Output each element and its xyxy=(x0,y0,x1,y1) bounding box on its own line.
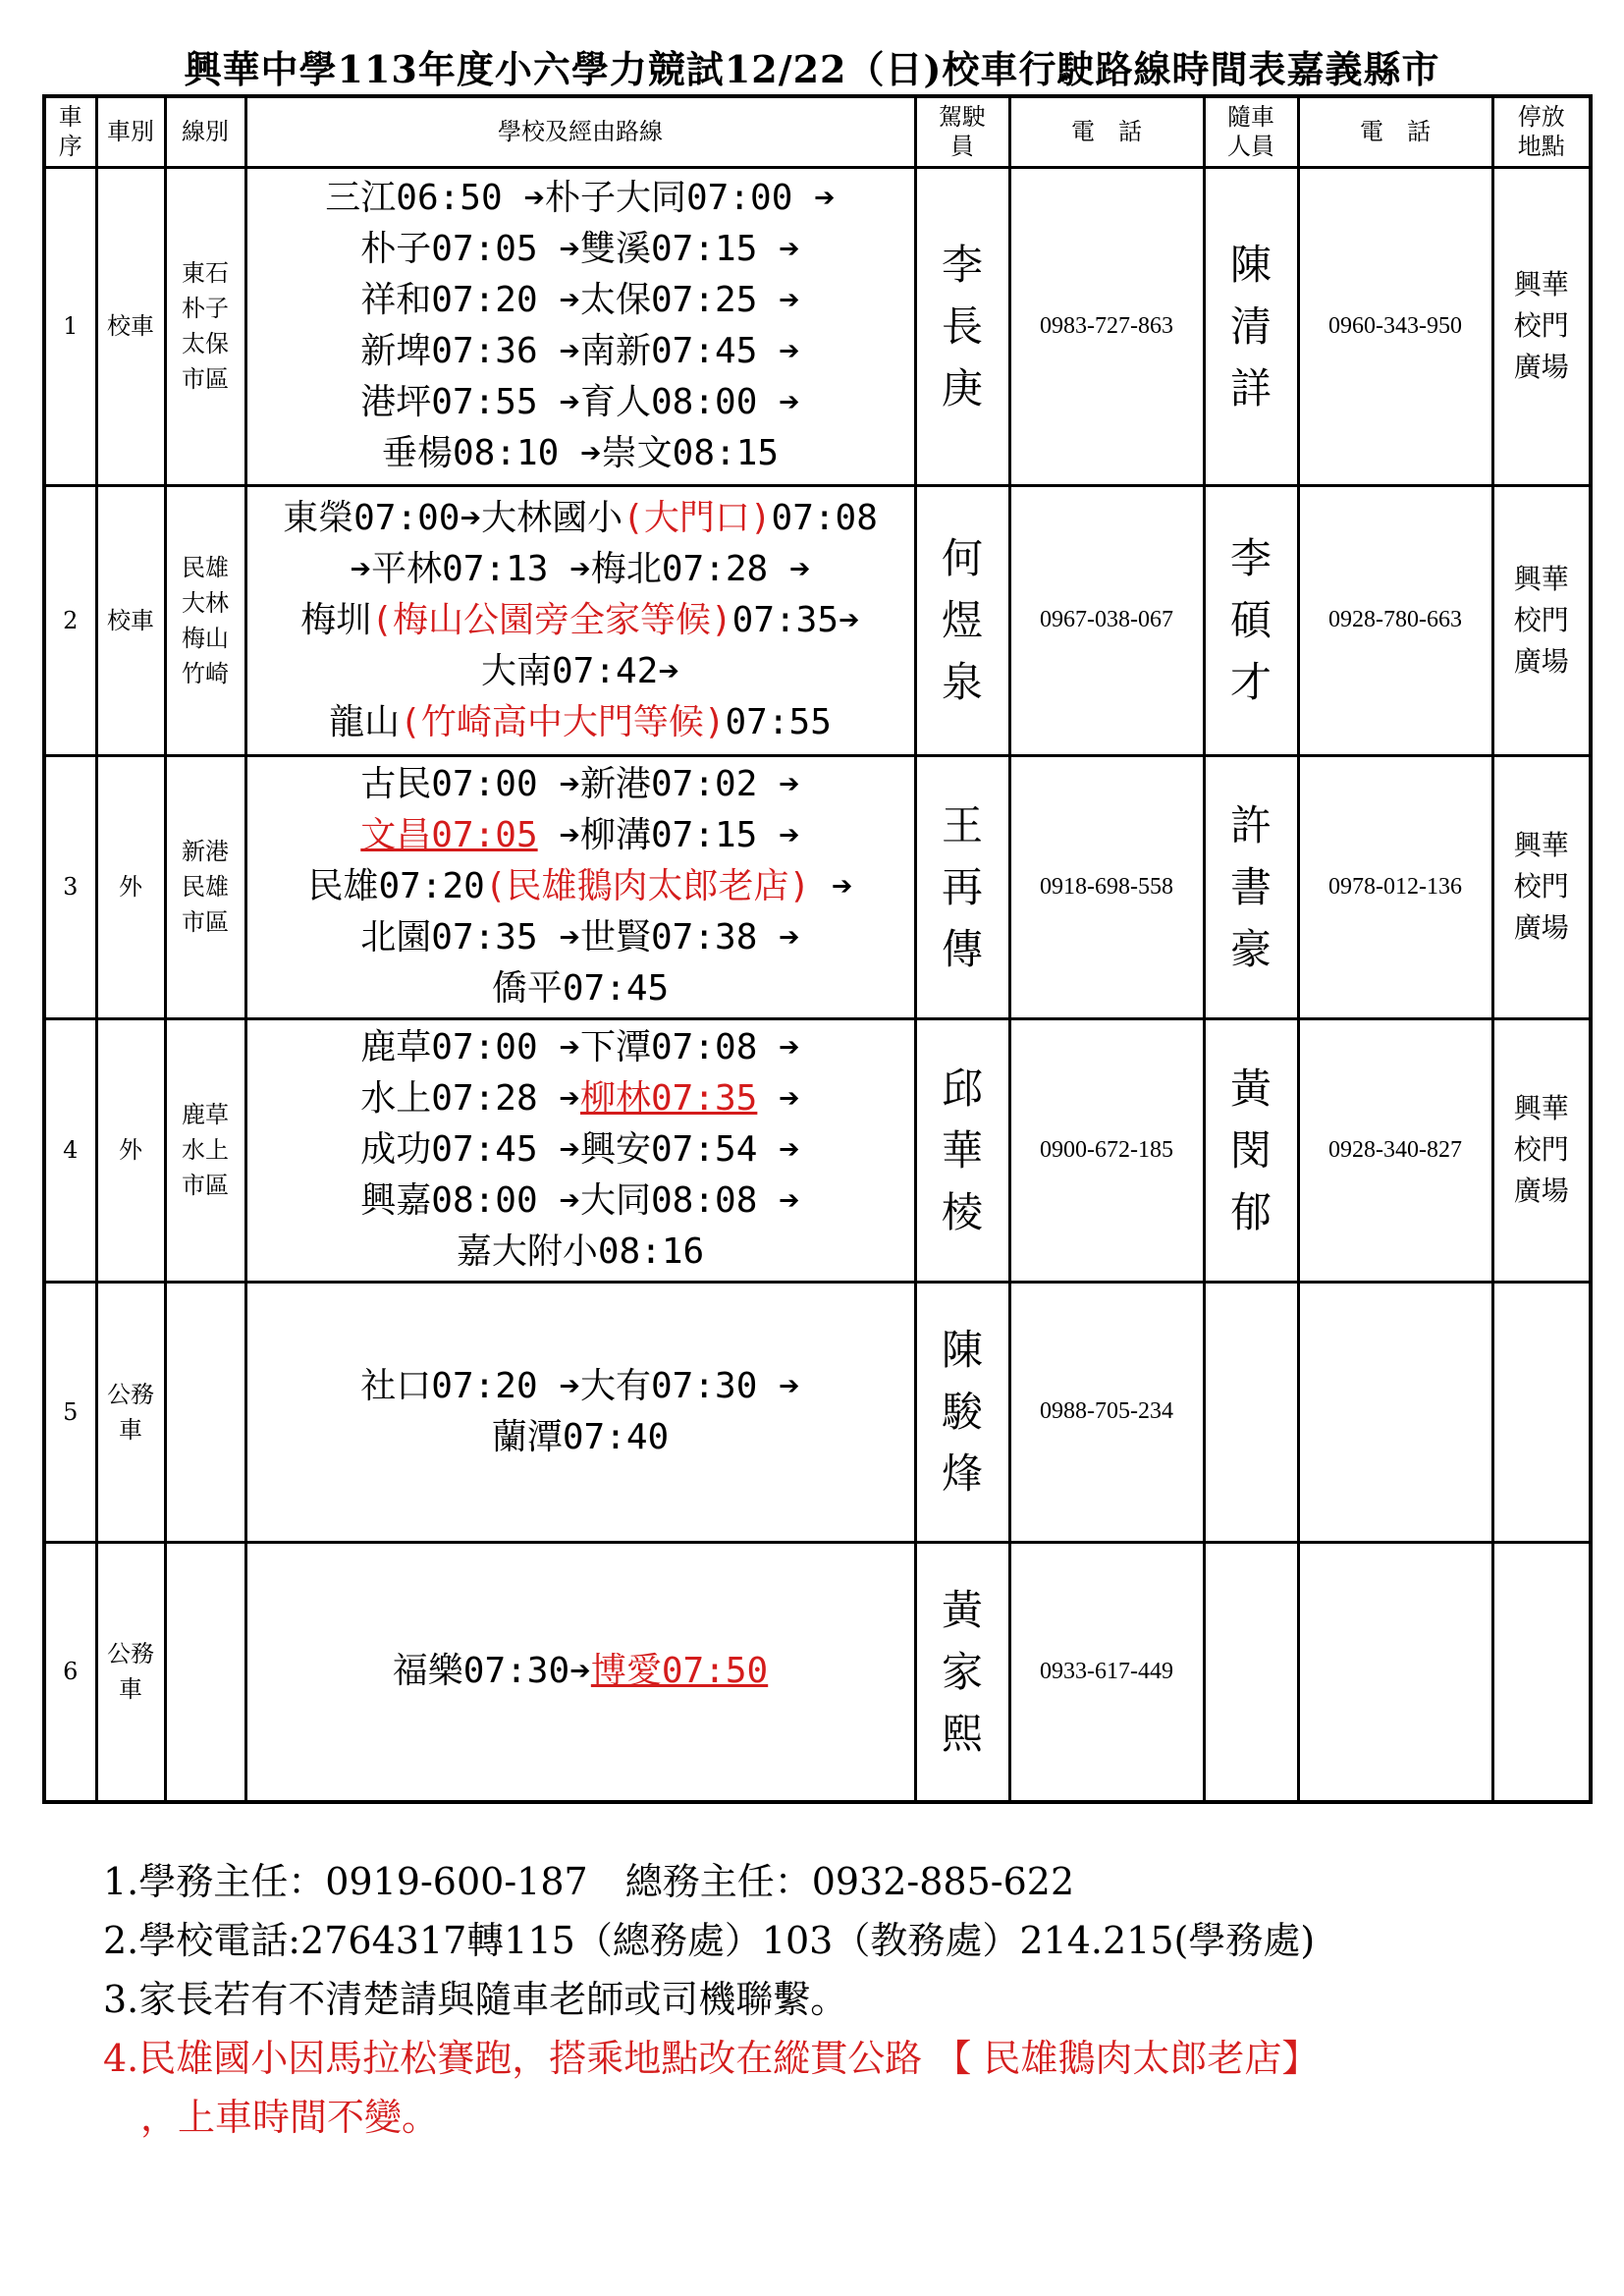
note-line: ，上車時間不變。 xyxy=(103,2096,440,2139)
line-cell xyxy=(165,755,245,1018)
seq-cell: 1 xyxy=(44,167,96,485)
route-segment: 興嘉08:00 ➔大同08:08 ➔ xyxy=(360,1180,800,1221)
table-header-row xyxy=(44,96,1591,167)
route-segment: 港坪07:55 ➔育人08:00 ➔ xyxy=(360,382,800,422)
route-cell xyxy=(245,1542,915,1802)
drop-point-cell xyxy=(1492,167,1591,485)
route-line xyxy=(247,1073,914,1124)
header-phone-escort: 電 話 xyxy=(1298,96,1492,167)
drop-char: 校門 xyxy=(1513,1133,1569,1166)
note-line: 3.家長若有不清楚請與隨車老師或司機聯繫。 xyxy=(103,1978,848,2021)
driver-char: 熙 xyxy=(941,1709,983,1758)
escort-phone-cell: 0960-343-950 xyxy=(1298,167,1492,485)
route-cell xyxy=(245,755,915,1018)
route-segment: 柳林07:35 xyxy=(579,1078,758,1119)
route-segment: ➔平林07:13 ➔梅北07:28 ➔ xyxy=(350,548,811,589)
route-line xyxy=(247,275,914,326)
note-line: 4.民雄國小因馬拉松賽跑，搭乘地點改在縱貫公路 【 民雄鵝肉太郎老店】 xyxy=(103,2037,1320,2080)
line-char: 梅山 xyxy=(182,624,229,652)
header-route: 學校及經由路線 xyxy=(245,96,915,167)
header-line: 線別 xyxy=(165,96,245,167)
route-line xyxy=(247,697,914,748)
route-line xyxy=(247,224,914,275)
header-drop: 停放 地點 xyxy=(1492,96,1591,167)
route-line xyxy=(247,493,914,544)
route-line xyxy=(247,428,914,479)
drop-point-cell xyxy=(1492,755,1591,1018)
route-segment: 文昌07:05 xyxy=(360,815,538,855)
vehicle-cell xyxy=(96,1018,165,1282)
driver-char: 棱 xyxy=(941,1187,983,1236)
escort-phone-cell xyxy=(1298,1542,1492,1802)
escort-cell xyxy=(1204,167,1298,485)
vehicle-char: 公務 xyxy=(107,1380,154,1408)
escort-char: 閔 xyxy=(1229,1125,1272,1175)
vehicle-char: 車 xyxy=(119,1675,142,1704)
route-segment: ➔ xyxy=(810,866,853,906)
route-segment: 垂楊08:10 ➔崇文08:15 xyxy=(381,433,780,473)
vehicle-char: 校車 xyxy=(107,312,154,340)
route-cell xyxy=(245,167,915,485)
table-row xyxy=(44,755,1591,1018)
vehicle-cell xyxy=(96,1542,165,1802)
driver-char: 華 xyxy=(941,1125,983,1175)
line-char: 市區 xyxy=(182,908,229,936)
line-cell xyxy=(165,1282,245,1542)
route-segment: 大南07:42➔ xyxy=(480,650,680,691)
drop-point-cell xyxy=(1492,1282,1591,1542)
driver-char: 泉 xyxy=(941,658,983,706)
page-title: 興華中學113年度小六學力競試12/22（日)校車行駛路線時間表嘉義縣市 xyxy=(184,47,1440,91)
drop-point-cell xyxy=(1492,485,1591,755)
route-cell xyxy=(245,1282,915,1542)
seq-cell: 5 xyxy=(44,1282,96,1542)
route-segment: 僑平07:45 xyxy=(491,968,670,1009)
drop-char: 廣場 xyxy=(1513,351,1569,383)
seq-cell: 3 xyxy=(44,755,96,1018)
note-line: 2.學校電話:2764317轉115（總務處）103（教務處）214.215(學務處) xyxy=(103,1919,1316,1962)
line-char: 市區 xyxy=(182,365,229,393)
route-segment: ➔柳溝07:15 ➔ xyxy=(537,815,800,855)
route-segment: 祥和07:20 ➔太保07:25 ➔ xyxy=(360,280,800,320)
driver-char: 家 xyxy=(941,1647,983,1696)
escort-phone-cell: 0978-012-136 xyxy=(1298,755,1492,1018)
route-line xyxy=(247,810,914,861)
escort-char: 清 xyxy=(1229,301,1272,351)
table-row xyxy=(44,1542,1591,1802)
route-segment: 民雄07:20 xyxy=(307,866,485,906)
route-segment: 三江06:50 ➔朴子大同07:00 ➔ xyxy=(325,178,836,218)
route-line xyxy=(247,646,914,697)
notes-section xyxy=(103,1852,1319,2147)
escort-char: 書 xyxy=(1229,862,1272,911)
drop-char: 興華 xyxy=(1513,829,1569,861)
route-cell xyxy=(245,485,915,755)
vehicle-char: 外 xyxy=(119,1136,142,1164)
driver-cell xyxy=(915,167,1009,485)
route-line xyxy=(247,1175,914,1227)
drop-char: 廣場 xyxy=(1513,1175,1569,1207)
drop-char: 興華 xyxy=(1513,562,1569,595)
route-segment: 梅圳 xyxy=(300,599,372,640)
route-segment: 水上07:28 ➔ xyxy=(360,1078,580,1119)
escort-phone-cell: 0928-780-663 xyxy=(1298,485,1492,755)
escort-char: 豪 xyxy=(1229,924,1272,973)
escort-cell xyxy=(1204,1282,1298,1542)
driver-cell xyxy=(915,1018,1009,1282)
escort-char: 黃 xyxy=(1229,1064,1272,1113)
escort-phone-cell: 0928-340-827 xyxy=(1298,1018,1492,1282)
escort-char: 許 xyxy=(1229,800,1272,849)
header-vehicle: 車別 xyxy=(96,96,165,167)
seq-cell: 2 xyxy=(44,485,96,755)
drop-char: 校門 xyxy=(1513,870,1569,902)
driver-char: 李 xyxy=(941,240,983,289)
route-segment: (梅山公園旁全家等候) xyxy=(371,599,732,640)
drop-point-cell xyxy=(1492,1542,1591,1802)
vehicle-char: 外 xyxy=(119,873,142,901)
line-char: 市區 xyxy=(182,1172,229,1199)
driver-char: 何 xyxy=(941,534,983,582)
line-char: 朴子 xyxy=(182,295,229,322)
route-line xyxy=(247,595,914,646)
route-segment: (大門口) xyxy=(623,497,772,538)
route-segment: 北園07:35 ➔世賢07:38 ➔ xyxy=(360,917,800,957)
line-char: 大林 xyxy=(182,588,229,617)
table-row xyxy=(44,167,1591,485)
route-cell xyxy=(245,1018,915,1282)
drop-point-cell xyxy=(1492,1018,1591,1282)
driver-char: 黃 xyxy=(941,1585,983,1634)
route-line xyxy=(247,1361,914,1412)
route-segment: 博愛07:50 xyxy=(590,1651,769,1692)
line-cell xyxy=(165,1542,245,1802)
table-row xyxy=(44,485,1591,755)
route-segment: 07:55 xyxy=(725,701,832,742)
escort-cell xyxy=(1204,755,1298,1018)
header-phone-driver: 電 話 xyxy=(1009,96,1204,167)
route-segment: 新埤07:36 ➔南新07:45 ➔ xyxy=(360,331,800,371)
table-row xyxy=(44,1018,1591,1282)
vehicle-cell xyxy=(96,485,165,755)
route-segment: 福樂07:30➔ xyxy=(392,1651,591,1692)
vehicle-cell xyxy=(96,755,165,1018)
driver-char: 邱 xyxy=(941,1064,983,1113)
drop-char: 興華 xyxy=(1513,268,1569,301)
seq-cell: 4 xyxy=(44,1018,96,1282)
route-segment: (竹崎高中大門等候) xyxy=(400,701,726,742)
route-line xyxy=(247,377,914,428)
route-segment: 朴子07:05 ➔雙溪07:15 ➔ xyxy=(360,229,800,269)
vehicle-cell xyxy=(96,1282,165,1542)
route-line xyxy=(247,1227,914,1278)
route-segment: 嘉大附小08:16 xyxy=(456,1231,705,1272)
driver-phone-cell: 0933-617-449 xyxy=(1009,1542,1204,1802)
drop-char: 興華 xyxy=(1513,1092,1569,1124)
route-line xyxy=(247,963,914,1014)
driver-cell xyxy=(915,755,1009,1018)
seq-cell: 6 xyxy=(44,1542,96,1802)
driver-char: 再 xyxy=(941,862,983,911)
driver-char: 庚 xyxy=(941,363,983,412)
header-driver: 駕駛 員 xyxy=(915,96,1009,167)
line-char: 太保 xyxy=(182,330,229,357)
header-escort: 隨車 人員 xyxy=(1204,96,1298,167)
driver-phone-cell: 0983-727-863 xyxy=(1009,167,1204,485)
driver-phone-cell: 0967-038-067 xyxy=(1009,485,1204,755)
line-char: 鹿草 xyxy=(182,1101,229,1128)
line-char: 民雄 xyxy=(182,873,229,901)
header-seq: 車 序 xyxy=(44,96,96,167)
driver-char: 駿 xyxy=(941,1388,983,1436)
line-char: 東石 xyxy=(182,259,229,287)
driver-char: 陳 xyxy=(941,1326,983,1374)
line-cell xyxy=(165,167,245,485)
escort-char: 碩 xyxy=(1229,596,1272,644)
route-segment: 07:08 xyxy=(771,497,878,538)
route-segment: ➔ xyxy=(757,1078,800,1119)
vehicle-char: 車 xyxy=(119,1415,142,1444)
route-segment: 社口07:20 ➔大有07:30 ➔ xyxy=(360,1365,800,1406)
route-line xyxy=(247,173,914,224)
driver-phone-cell: 0900-672-185 xyxy=(1009,1018,1204,1282)
route-line xyxy=(247,759,914,810)
route-segment: (民雄鵝肉太郎老店) xyxy=(484,866,811,906)
driver-cell xyxy=(915,1542,1009,1802)
driver-cell xyxy=(915,1282,1009,1542)
route-line xyxy=(247,1124,914,1175)
escort-char: 郁 xyxy=(1229,1187,1272,1236)
route-line xyxy=(247,1646,914,1697)
driver-char: 烽 xyxy=(941,1449,983,1498)
driver-char: 王 xyxy=(941,800,983,849)
driver-char: 傳 xyxy=(941,924,983,973)
drop-char: 廣場 xyxy=(1513,911,1569,944)
line-cell xyxy=(165,485,245,755)
table-row xyxy=(44,1282,1591,1542)
escort-cell xyxy=(1204,485,1298,755)
route-segment: 蘭潭07:40 xyxy=(491,1416,670,1457)
driver-cell xyxy=(915,485,1009,755)
drop-char: 廣場 xyxy=(1513,644,1569,678)
route-line xyxy=(247,912,914,963)
driver-phone-cell: 0988-705-234 xyxy=(1009,1282,1204,1542)
escort-cell xyxy=(1204,1542,1298,1802)
route-segment: 鹿草07:00 ➔下潭07:08 ➔ xyxy=(360,1027,800,1067)
vehicle-cell xyxy=(96,167,165,485)
drop-char: 校門 xyxy=(1513,603,1569,636)
escort-char: 陳 xyxy=(1229,240,1272,289)
escort-cell xyxy=(1204,1018,1298,1282)
vehicle-char: 校車 xyxy=(107,606,154,634)
route-segment: 東榮07:00➔大林國小 xyxy=(283,497,623,538)
drop-char: 校門 xyxy=(1513,309,1569,342)
route-segment: 古民07:00 ➔新港07:02 ➔ xyxy=(360,764,800,804)
route-line xyxy=(247,544,914,595)
route-segment: 龍山 xyxy=(329,701,401,742)
line-char: 水上 xyxy=(182,1136,229,1164)
route-line xyxy=(247,1412,914,1463)
escort-phone-cell xyxy=(1298,1282,1492,1542)
escort-char: 才 xyxy=(1229,658,1272,706)
route-segment: 07:35➔ xyxy=(731,599,860,640)
line-char: 民雄 xyxy=(182,553,229,581)
driver-char: 長 xyxy=(941,301,983,351)
driver-phone-cell: 0918-698-558 xyxy=(1009,755,1204,1018)
escort-char: 李 xyxy=(1229,534,1272,582)
line-cell xyxy=(165,1018,245,1282)
bus-schedule-table xyxy=(42,94,1593,1804)
escort-char: 詳 xyxy=(1229,363,1272,412)
note-line: 1.學務主任：0919-600-187 總務主任：0932-885-622 xyxy=(103,1860,1075,1903)
driver-char: 煜 xyxy=(941,596,983,644)
line-char: 竹崎 xyxy=(182,659,229,687)
route-line xyxy=(247,861,914,912)
vehicle-char: 公務 xyxy=(107,1640,154,1668)
route-line xyxy=(247,1022,914,1073)
line-char: 新港 xyxy=(182,838,229,865)
route-line xyxy=(247,326,914,377)
route-segment: 成功07:45 ➔興安07:54 ➔ xyxy=(360,1129,800,1170)
